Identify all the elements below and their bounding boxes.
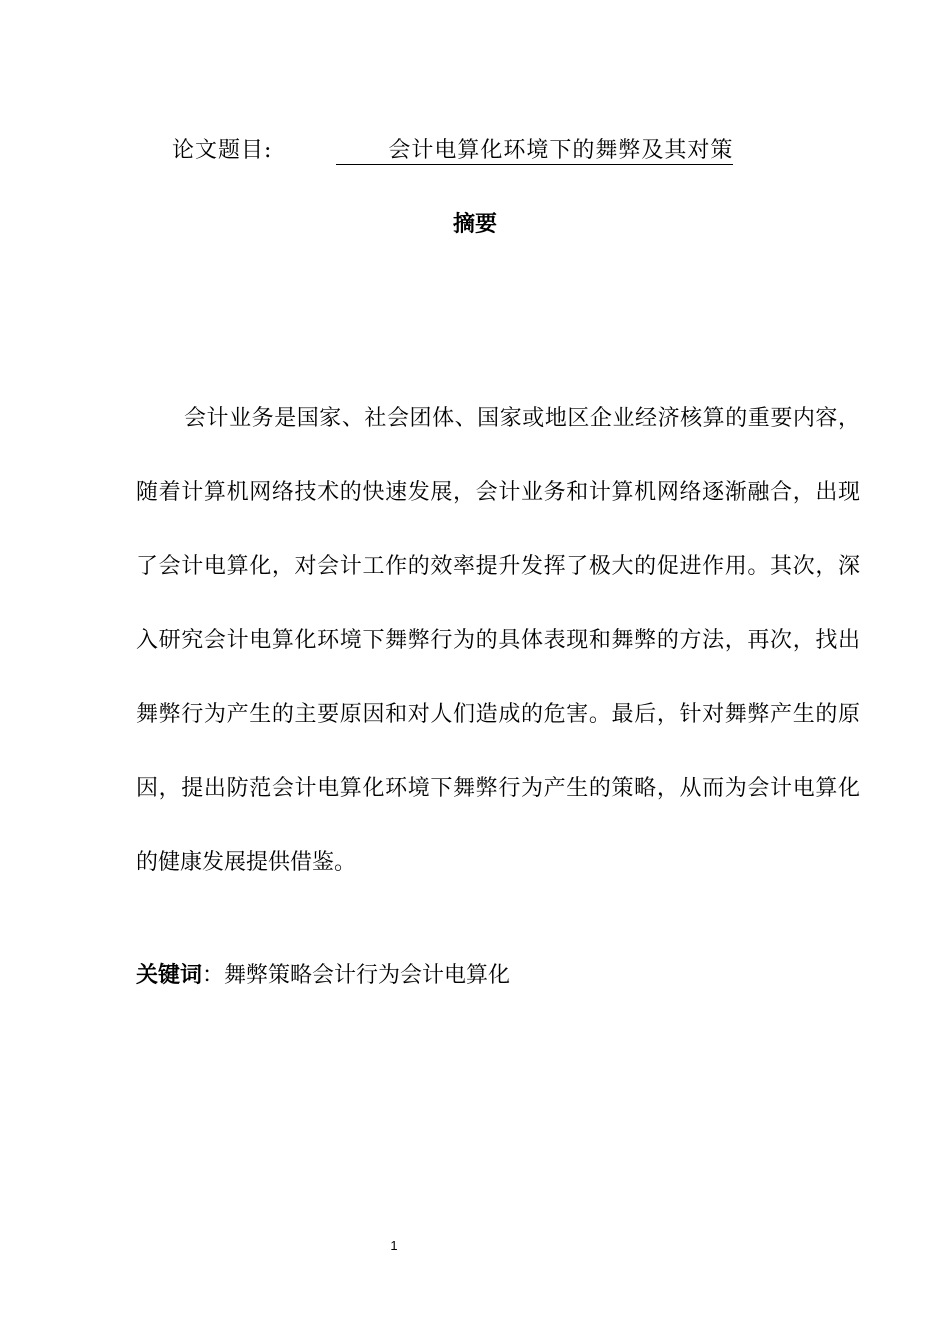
thesis-title-line bbox=[172, 136, 733, 166]
thesis-title-label: 论文题目: bbox=[172, 138, 273, 163]
abstract-body: 会计业务是国家、社会团体、国家或地区企业经济核算的重要内容，随着计算机网络技术的快速发展，会计业务和计算机网络逐渐融合，出现了会计电算化，对会计工作的效率提升发挥了极大的促进作用。其次，深入研究会计电算化环境下舞弊行为的具体表现和舞弊的方法，再次，找出舞弊行为产生的主要原因和对人们造成的危害。最后，针对舞弊产生的原因，提出防范会计电算化环境下舞弊行为产生的策略，从而为会计电算化的健康发展提供借鉴。 bbox=[136, 406, 860, 875]
keywords-label: 关键词 bbox=[136, 963, 203, 988]
keywords-value: 舞弊策略会计行为会计电算化 bbox=[224, 963, 511, 988]
page-number: 1 bbox=[390, 1238, 398, 1253]
thesis-title-value: 会计电算化环境下的舞弊及其对策 bbox=[336, 138, 733, 165]
keywords-line bbox=[136, 960, 510, 992]
abstract-heading: 摘要 bbox=[452, 212, 497, 237]
keywords-separator: ： bbox=[202, 963, 225, 988]
